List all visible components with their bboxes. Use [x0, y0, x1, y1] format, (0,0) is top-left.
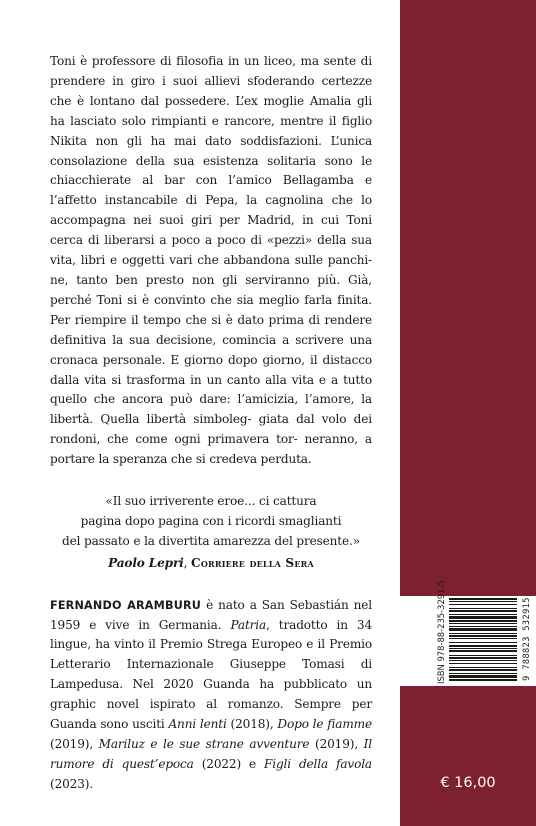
barcode-bar: [449, 620, 517, 622]
synopsis-line: un canto alla vita e a tutto quello che ancora può dare:: [50, 372, 372, 407]
barcode-bar: [449, 623, 517, 624]
quote-author: Paolo Lepri: [108, 555, 184, 570]
bio-text: è nato a San Sebastián nel 1959 e vive in Germania.: [50, 597, 372, 632]
barcode-bar: [449, 650, 517, 652]
book-title: Dopo le fiamme: [277, 717, 372, 732]
barcode-bar: [449, 655, 517, 656]
synopsis-line: gli ha mai dato soddisfazioni. L’unica consolazione della: [50, 133, 373, 168]
isbn-label: ISBN 978-88-235-3291-5: [436, 580, 446, 684]
barcode-bar: [449, 608, 517, 609]
synopsis-line: giata dal volo dei rondoni, che come ogni primavera tor-: [50, 412, 372, 447]
synopsis-line: ne, tanto ben presto non gli serviranno più. Già, perché: [50, 272, 372, 307]
spine-color-band: [400, 0, 536, 826]
barcode-bar: [449, 642, 517, 643]
bio-text: (2023).: [50, 776, 94, 791]
barcode-bar: [449, 604, 517, 605]
barcode-bar: [449, 648, 517, 649]
barcode-bar: [449, 645, 517, 647]
synopsis-line: Toni è professore di filosofia in un liceo, ma sente di: [50, 54, 372, 68]
quote-line: pagina dopo pagina con i ricordi smaglianti: [80, 513, 342, 528]
barcode-bar: [449, 635, 517, 637]
book-title: Anni lenti: [168, 717, 227, 732]
book-title: Figli della favola: [263, 756, 372, 771]
barcode-bar: [449, 601, 517, 602]
price: € 16,00: [440, 775, 496, 791]
synopsis-line: decisione, comincia a scrivere una cronaca personale. E: [50, 332, 373, 367]
author-name: FERNANDO ARAMBURU: [50, 598, 202, 612]
quote-line: «Il suo irriverente eroe... ci cattura: [105, 494, 317, 509]
synopsis-line: prendere in giro i suoi allievi sfoderando certezze che è: [50, 73, 372, 108]
synopsis-line: il tempo che si è dato prima di rendere definitiva la sua: [50, 312, 372, 347]
barcode-bar: [449, 675, 517, 678]
bio-text: (2019),: [309, 737, 364, 751]
barcode-bar: [449, 616, 517, 619]
barcode-bar: [449, 628, 517, 631]
book-title: Patria: [230, 617, 267, 632]
quote-separator: ,: [183, 555, 191, 570]
barcode-bar: [449, 657, 517, 659]
price-box: [400, 763, 536, 803]
barcode-bar: [449, 626, 517, 627]
bio-text: (2018),: [226, 717, 278, 732]
review-quote: [50, 492, 372, 552]
bio-text: , tradotto in 34 lingue, ha vinto il Premio Strega Europeo e il Premio Letterario Internazionale Giuseppe Tomasi di Lampedusa. Nel 2020 Guanda ha pubblicato un graphic novel ispirato al romanzo. Sempre per Guanda sono usciti: [50, 617, 372, 732]
barcode-digits: 9 788823 532915: [522, 597, 532, 681]
book-title: Mariluz e le sue strane avventure: [98, 737, 310, 751]
synopsis: [50, 52, 372, 470]
synopsis-line: lontano dal possedere. L’ex moglie Amalia gli ha lasciato: [50, 93, 372, 128]
barcode-bar: [449, 667, 517, 668]
book-title: Il rumore di quest’epoca: [50, 737, 372, 771]
barcode-icon: [449, 598, 517, 681]
barcode-bar: [449, 638, 517, 639]
synopsis-line: giorno dopo giorno, il distacco dalla vita si trasforma in: [50, 352, 372, 387]
bio-text: (2022) e: [193, 756, 264, 771]
barcode-bar: [449, 679, 517, 681]
synopsis-line: cagnolina che lo accompagna nei suoi giri per Madrid,: [50, 193, 372, 228]
barcode-bar: [449, 633, 517, 634]
barcode-bar: [449, 598, 517, 600]
text-column: [50, 52, 372, 795]
synopsis-line: sua esistenza solitaria sono le chiacchierate al bar con: [50, 153, 372, 188]
barcode-bar: [449, 669, 517, 671]
quote-publication: Corriere della Sera: [191, 555, 314, 570]
quote-line: del passato e la divertita amarezza del presente.»: [62, 533, 360, 548]
bio-text: (2019),: [50, 737, 99, 751]
synopsis-line: sua vita, libri e oggetti vari che abbandona sulle panchi-: [50, 233, 372, 268]
barcode-bar: [449, 660, 517, 661]
barcode-bar: [449, 663, 517, 664]
author-bio: [50, 596, 372, 795]
barcode-bar: [449, 673, 517, 674]
synopsis-line: l’amicizia, l’amore, la libertà. Quella libertà simboleg-: [50, 392, 372, 427]
quote-attribution: [50, 554, 372, 574]
barcode-bar: [449, 614, 517, 615]
barcode-bar: [449, 610, 517, 612]
synopsis-line: Toni si è convinto che sia meglio farla finita. Per riempire: [50, 292, 372, 327]
synopsis-line: in cui Toni cerca di liberarsi a poco a poco di «pezzi» della: [50, 213, 372, 248]
synopsis-line: l’amico Bellagamba e l’affetto instancabile di Pepa, la: [50, 173, 372, 208]
synopsis-line: solo rimpianti e rancore, mentre il figlio Nikita non: [50, 113, 372, 148]
synopsis-line: neranno, a portare la speranza che si credeva perduta.: [50, 432, 372, 467]
